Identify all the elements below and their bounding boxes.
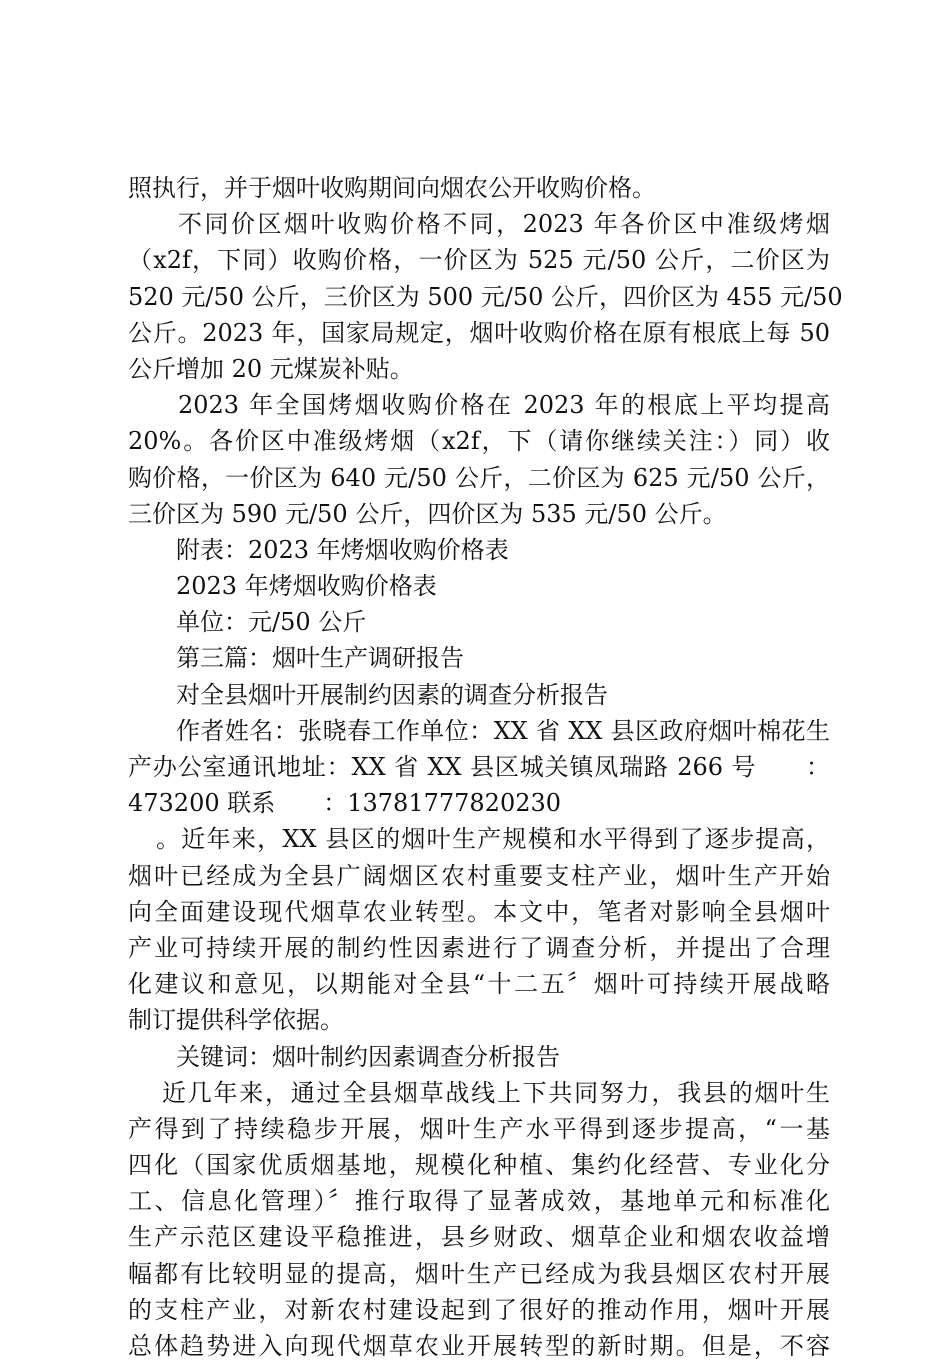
text-line: 20%。各价区中准级烤烟（x2f，下（请你继续关注：）同）收 [128, 427, 830, 456]
text-line: 附表：2023 年烤烟收购价格表 [176, 535, 509, 564]
text-line: 烟叶已经成为全县广阔烟区农村重要支柱产业，烟叶生产开始 [128, 861, 830, 890]
text-line: 向全面建设现代烟草农业转型。本文中，笔者对影响全县烟叶 [128, 897, 830, 926]
text-line: 近几年来，通过全县烟草战线上下共同努力，我县的烟叶生 [162, 1078, 830, 1107]
text-line: 生产示范区建设平稳推进，县乡财政、烟草企业和烟农收益增 [128, 1223, 830, 1252]
text-line: 购价格，一价区为 640 元/50 公斤，二价区为 625 元/50 公斤， [128, 463, 830, 492]
text-line: 照执行，并于烟叶收购期间向烟农公开收购价格。 [128, 174, 656, 202]
text-line: 工、信息化管理）〞推行取得了显著成效，基地单元和标准化 [128, 1187, 830, 1216]
text-line: 幅都有比较明显的提高，烟叶生产已经成为我县烟区农村开展 [128, 1259, 830, 1288]
text-line: 的支柱产业，对新农村建设起到了很好的推动作用，烟叶开展 [128, 1295, 830, 1324]
text-line: 2023 年烤烟收购价格表 [176, 572, 437, 601]
text-line: 作者姓名：张晓春工作单位：XX 省 XX 县区政府烟叶棉花生 [176, 716, 830, 745]
text-line: 产得到了持续稳步开展，烟叶生产水平得到逐步提高，“一基 [128, 1114, 830, 1143]
text-line: 第三篇：烟叶生产调研报告 [176, 644, 464, 673]
document-page [128, 170, 843, 1364]
text-line: （x2f，下同）收购价格，一价区为 525 元/50 公斤，二价区为 [128, 246, 830, 275]
text-line: 总体趋势进入向现代烟草农业开展转型的新时期。但是，不容 [128, 1332, 830, 1360]
text-line: 三价区为 590 元/50 公斤，四价区为 535 元/50 公斤。 [128, 499, 727, 528]
text-line: 公斤。2023 年，国家局规定，烟叶收购价格在原有根底上每 50 [128, 318, 830, 347]
text-line: 公斤增加 20 元煤炭补贴。 [128, 354, 414, 383]
text-line: 关键词：烟叶制约因素调查分析报告 [176, 1042, 560, 1071]
text-line: 不同价区烟叶收购价格不同，2023 年各价区中准级烤烟 [178, 210, 830, 239]
text-line: 。近年来，XX 县区的烟叶生产规模和水平得到了逐步提高， [156, 825, 830, 854]
text-line: 产业可持续开展的制约性因素进行了调查分析，并提出了合理 [128, 933, 830, 962]
text-line: 化建议和意见，以期能对全县“十二五〞烟叶可持续开展战略 [128, 970, 830, 999]
text-line: 对全县烟叶开展制约因素的调查分析报告 [176, 680, 608, 709]
text-line: 2023 年全国烤烟收购价格在 2023 年的根底上平均提高 [178, 391, 830, 420]
text-line: 单位：元/50 公斤 [176, 608, 367, 637]
text-line: 520 元/50 公斤，三价区为 500 元/50 公斤，四价区为 455 元/50 [128, 282, 843, 311]
text-line: 四化（国家优质烟基地，规模化种植、集约化经营、专业化分 [128, 1151, 830, 1180]
text-line: 制订提供科学依据。 [128, 1006, 344, 1035]
text-line: 473200 联系 ：13781777820230 [128, 789, 562, 818]
text-line: 产办公室通讯地址：XX 省 XX 县区城关镇凤瑞路 266 号 ： [128, 753, 830, 781]
